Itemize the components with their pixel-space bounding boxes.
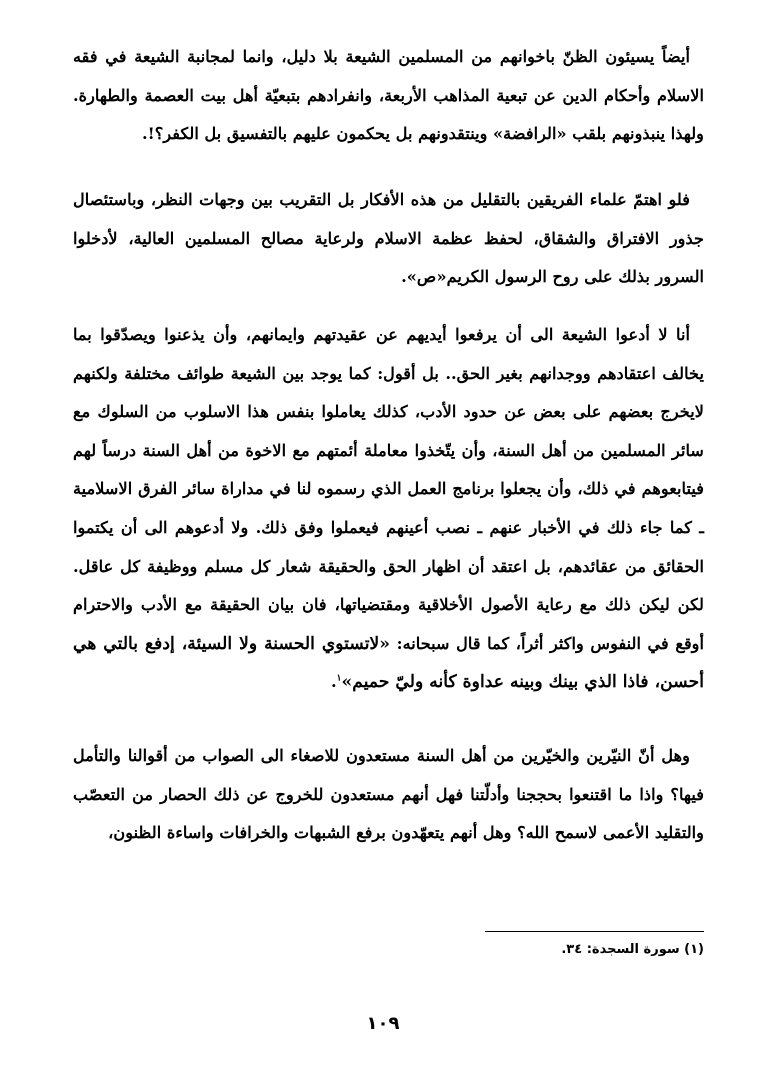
paragraph-3-body: [73, 316, 704, 702]
paragraph-4-text: وهل أنّ النيّرين والخيّرين من أهل السنة مستعدون للاصغاء الى الصواب من أقوالنا والتأمل فيها؟ واذا ما اقتنعوا بحججنا وأدلّتنا فهل أنهم مستعدون للخروج عن ذلك الحصار من التعصّب والتقليد الأعمى لاسمح الله؟ وهل أنهم يتعهّدون برفع الشبهات والخرافات واساءة الظنون،: [73, 746, 704, 843]
quran-quote: «لاتستوي الحسنة ولا السيئة، إدفع بالتي هي أحسن، فاذا الذي بينك وبينه عداوة كأنه وليّ حميم»: [73, 633, 704, 693]
paragraph-3: [73, 316, 704, 702]
page-number: ١٠٩: [366, 1013, 400, 1034]
footnote-reference[interactable]: ١: [336, 673, 342, 684]
paragraph-2-text: فلو اهتمّ علماء الفريقين بالتقليل من هذه الأفكار بل التقريب بين وجهات النظر، وباستئصال جذور الافتراق والشقاق، لحفظ عظمة الاسلام ولرعاية مصالح المسلمين العالية، لأدخلوا السرور بذلك على روح الرسول الكريم«ص».: [73, 190, 704, 287]
paragraph-3-end: .: [331, 672, 337, 692]
footnote: (١) سورة السجدة: ٣٤.: [561, 942, 704, 957]
paragraph-3-text: أنا لا أدعوا الشيعة الى أن يرفعوا أيديهم عن عقيدتهم وايمانهم، وأن يذعنوا ويصدّقوا بما يخالف اعتقادهم ووجدانهم بغير الحق.. بل أقول: كما يوجد بين الشيعة طوائف مختلفة ولكنهم لايخرج بعضهم على بعض عن حدود الأدب، كذلك يعاملوا بنفس هذا الاسلوب من السلوك مع سائر المسلمين من أهل السنة، وأن يتّخذوا معاملة أئمتهم مع الاخوة من أهل السنة درساً لهم فيتابعوهم في ذلك، وأن يجعلوا برنامج العمل الذي رسموه لنا في مداراة سائر الفرق الاسلامية ـ كما جاء ذلك في الأخبار عنهم ـ نصب أعينهم فيعملوا وفق ذلك. ولا أدعوهم الى أن يكتموا الحقائق من عقائدهم، بل اعتقد أن اظهار الحق والحقيقة شعار كل مسلم ووظيفة كل عاقل. لكن ليكن ذلك مع رعاية الأصول الأخلاقية ومقتضياتها، فان بيان الحقيقة مع الأدب والاحترام أوقع في النفوس واكثر أثراً، كما قال سبحانه:: [73, 325, 704, 653]
footnote-divider: [485, 931, 704, 932]
paragraph-2: [73, 181, 704, 297]
paragraph-1: [73, 38, 704, 154]
paragraph-1-text: أيضاً يسيئون الظنّ باخوانهم من المسلمين الشيعة بلا دليل، وانما لمجانبة الشيعة في فقه الاسلام وأحكام الدين عن تبعية المذاهب الأربعة، وانفرادهم بتبعيّة أهل بيت العصمة والطهارة. ولهذا ينبذونهم بلقب «الرافضة» وينتقدونهم بل يحكمون عليهم بالتفسيق بل الكفر؟!.: [73, 47, 704, 144]
paragraph-4: [73, 737, 704, 853]
